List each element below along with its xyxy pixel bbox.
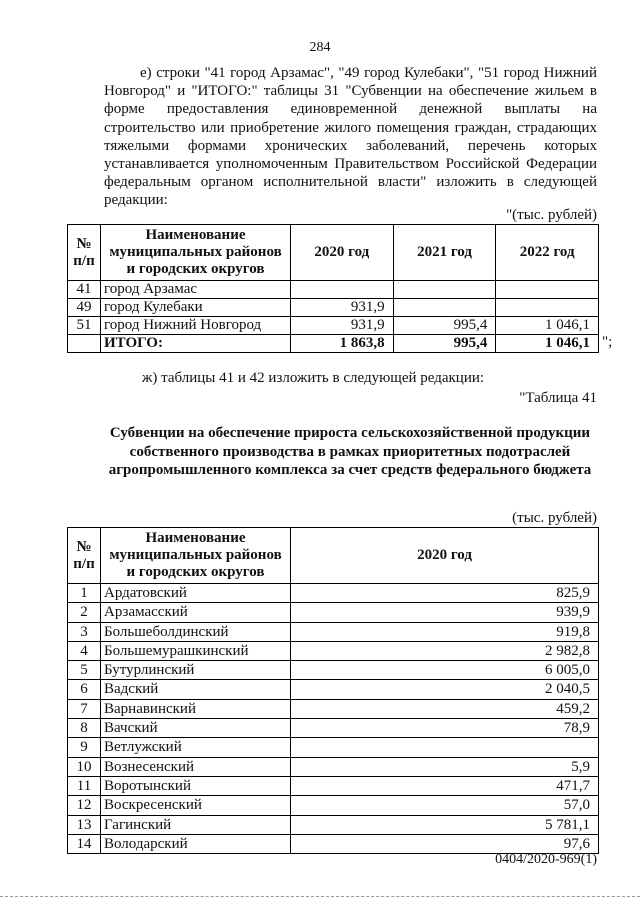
row-name: Большеболдинский bbox=[101, 622, 291, 641]
row-no: 10 bbox=[68, 757, 101, 776]
header-name: Наименование муниципальных районов и городских округов bbox=[101, 225, 291, 281]
row-2020: 931,9 bbox=[291, 299, 394, 317]
table-31-excerpt bbox=[67, 224, 599, 353]
row-name: Арзамасский bbox=[101, 603, 291, 622]
table-row bbox=[68, 815, 599, 834]
row-no: 51 bbox=[68, 317, 101, 335]
table-row bbox=[68, 680, 599, 699]
row-y2020: 78,9 bbox=[291, 719, 599, 738]
document-code: 0404/2020-969(1) bbox=[495, 852, 597, 867]
table-row bbox=[68, 661, 599, 680]
scan-edge-line bbox=[0, 896, 640, 900]
row-no: 9 bbox=[68, 738, 101, 757]
row-2020 bbox=[291, 281, 394, 299]
total-2020: 1 863,8 bbox=[291, 335, 394, 353]
table-row bbox=[68, 776, 599, 795]
row-name: Большемурашкинский bbox=[101, 641, 291, 660]
row-no: 6 bbox=[68, 680, 101, 699]
table-row bbox=[68, 699, 599, 718]
row-no: 3 bbox=[68, 622, 101, 641]
row-name: Воротынский bbox=[101, 776, 291, 795]
row-y2020: 5 781,1 bbox=[291, 815, 599, 834]
row-2021: 995,4 bbox=[393, 317, 496, 335]
row-y2020: 2 982,8 bbox=[291, 641, 599, 660]
row-no: 7 bbox=[68, 699, 101, 718]
row-2022 bbox=[496, 299, 599, 317]
row-name: Вадский bbox=[101, 680, 291, 699]
header-2022: 2022 год bbox=[496, 225, 599, 281]
row-name: Гагинский bbox=[101, 815, 291, 834]
closing-quote: "; bbox=[602, 334, 613, 350]
row-name: Бутурлинский bbox=[101, 661, 291, 680]
row-y2020: 471,7 bbox=[291, 776, 599, 795]
row-2021 bbox=[393, 299, 496, 317]
table-row bbox=[68, 299, 599, 317]
paragraph-e-text: е) строки "41 город Арзамас", "49 город Кулебаки", "51 город Нижний Новгород" и "ИТОГО:" таблицы 31 "Субвенции на обеспечение жильем в форме предоставления единовременной денежной выплаты на строительство или приобретение жилого помещения граждан, страдающих тяжелыми формами хронических заболеваний, перечень которых устанавливается уполномоченным Правительством Российской Федерации федеральным органом исполнительной власти" изложить в следующей редакции: bbox=[104, 65, 597, 209]
row-2022: 1 046,1 bbox=[496, 317, 599, 335]
row-no: 4 bbox=[68, 641, 101, 660]
table-row bbox=[68, 641, 599, 660]
row-y2020: 919,8 bbox=[291, 622, 599, 641]
row-no: 11 bbox=[68, 776, 101, 795]
header-name: Наименование муниципальных районов и городских округов bbox=[101, 528, 291, 584]
table-row bbox=[68, 738, 599, 757]
row-y2020: 939,9 bbox=[291, 603, 599, 622]
row-name: Володарский bbox=[101, 834, 291, 853]
row-name: Ардатовский bbox=[101, 584, 291, 603]
row-2021 bbox=[393, 281, 496, 299]
row-no: 2 bbox=[68, 603, 101, 622]
row-name: Варнавинский bbox=[101, 699, 291, 718]
table2-unit-label: (тыс. рублей) bbox=[512, 510, 597, 526]
row-no: 8 bbox=[68, 719, 101, 738]
table-row bbox=[68, 584, 599, 603]
table-row bbox=[68, 834, 599, 853]
paragraph-e bbox=[104, 64, 597, 210]
row-no: 12 bbox=[68, 796, 101, 815]
table-41-title: Субвенции на обеспечение прироста сельскохозяйственной продукции собственного производства в рамках приоритетных подотраслей агропромышленного комплекса за счет средств федерального бюджета bbox=[108, 425, 592, 478]
header-no: № п/п bbox=[68, 528, 101, 584]
table1-unit-label: "(тыс. рублей) bbox=[506, 207, 597, 223]
row-name: город Кулебаки bbox=[101, 299, 291, 317]
table-41-label: "Таблица 41 bbox=[519, 390, 597, 406]
row-no: 49 bbox=[68, 299, 101, 317]
row-name: Вознесенский bbox=[101, 757, 291, 776]
table-row bbox=[68, 622, 599, 641]
row-name: Ветлужский bbox=[101, 738, 291, 757]
row-no: 14 bbox=[68, 834, 101, 853]
header-2020: 2020 год bbox=[291, 528, 599, 584]
total-2021: 995,4 bbox=[393, 335, 496, 353]
row-y2020: 6 005,0 bbox=[291, 661, 599, 680]
row-y2020: 459,2 bbox=[291, 699, 599, 718]
total-2022: 1 046,1 bbox=[496, 335, 599, 353]
row-y2020: 5,9 bbox=[291, 757, 599, 776]
row-no: 13 bbox=[68, 815, 101, 834]
row-name: Вачский bbox=[101, 719, 291, 738]
table-row bbox=[68, 719, 599, 738]
table-41 bbox=[67, 527, 599, 854]
row-name: город Арзамас bbox=[101, 281, 291, 299]
row-y2020: 2 040,5 bbox=[291, 680, 599, 699]
table-row bbox=[68, 603, 599, 622]
table-row bbox=[68, 281, 599, 299]
total-label: ИТОГО: bbox=[101, 335, 291, 353]
row-y2020: 825,9 bbox=[291, 584, 599, 603]
table-total-row bbox=[68, 335, 599, 353]
row-name: город Нижний Новгород bbox=[101, 317, 291, 335]
row-2022 bbox=[496, 281, 599, 299]
row-no: 41 bbox=[68, 281, 101, 299]
row-y2020: 97,6 bbox=[291, 834, 599, 853]
row-y2020 bbox=[291, 738, 599, 757]
header-2020: 2020 год bbox=[291, 225, 394, 281]
header-no: № п/п bbox=[68, 225, 101, 281]
table-row bbox=[68, 317, 599, 335]
row-no: 1 bbox=[68, 584, 101, 603]
header-2021: 2021 год bbox=[393, 225, 496, 281]
row-y2020: 57,0 bbox=[291, 796, 599, 815]
row-name: Воскресенский bbox=[101, 796, 291, 815]
row-no: 5 bbox=[68, 661, 101, 680]
table-row bbox=[68, 796, 599, 815]
row-2020: 931,9 bbox=[291, 317, 394, 335]
table-row bbox=[68, 757, 599, 776]
paragraph-zh: ж) таблицы 41 и 42 изложить в следующей редакции: bbox=[142, 370, 485, 386]
page-number: 284 bbox=[309, 40, 331, 55]
